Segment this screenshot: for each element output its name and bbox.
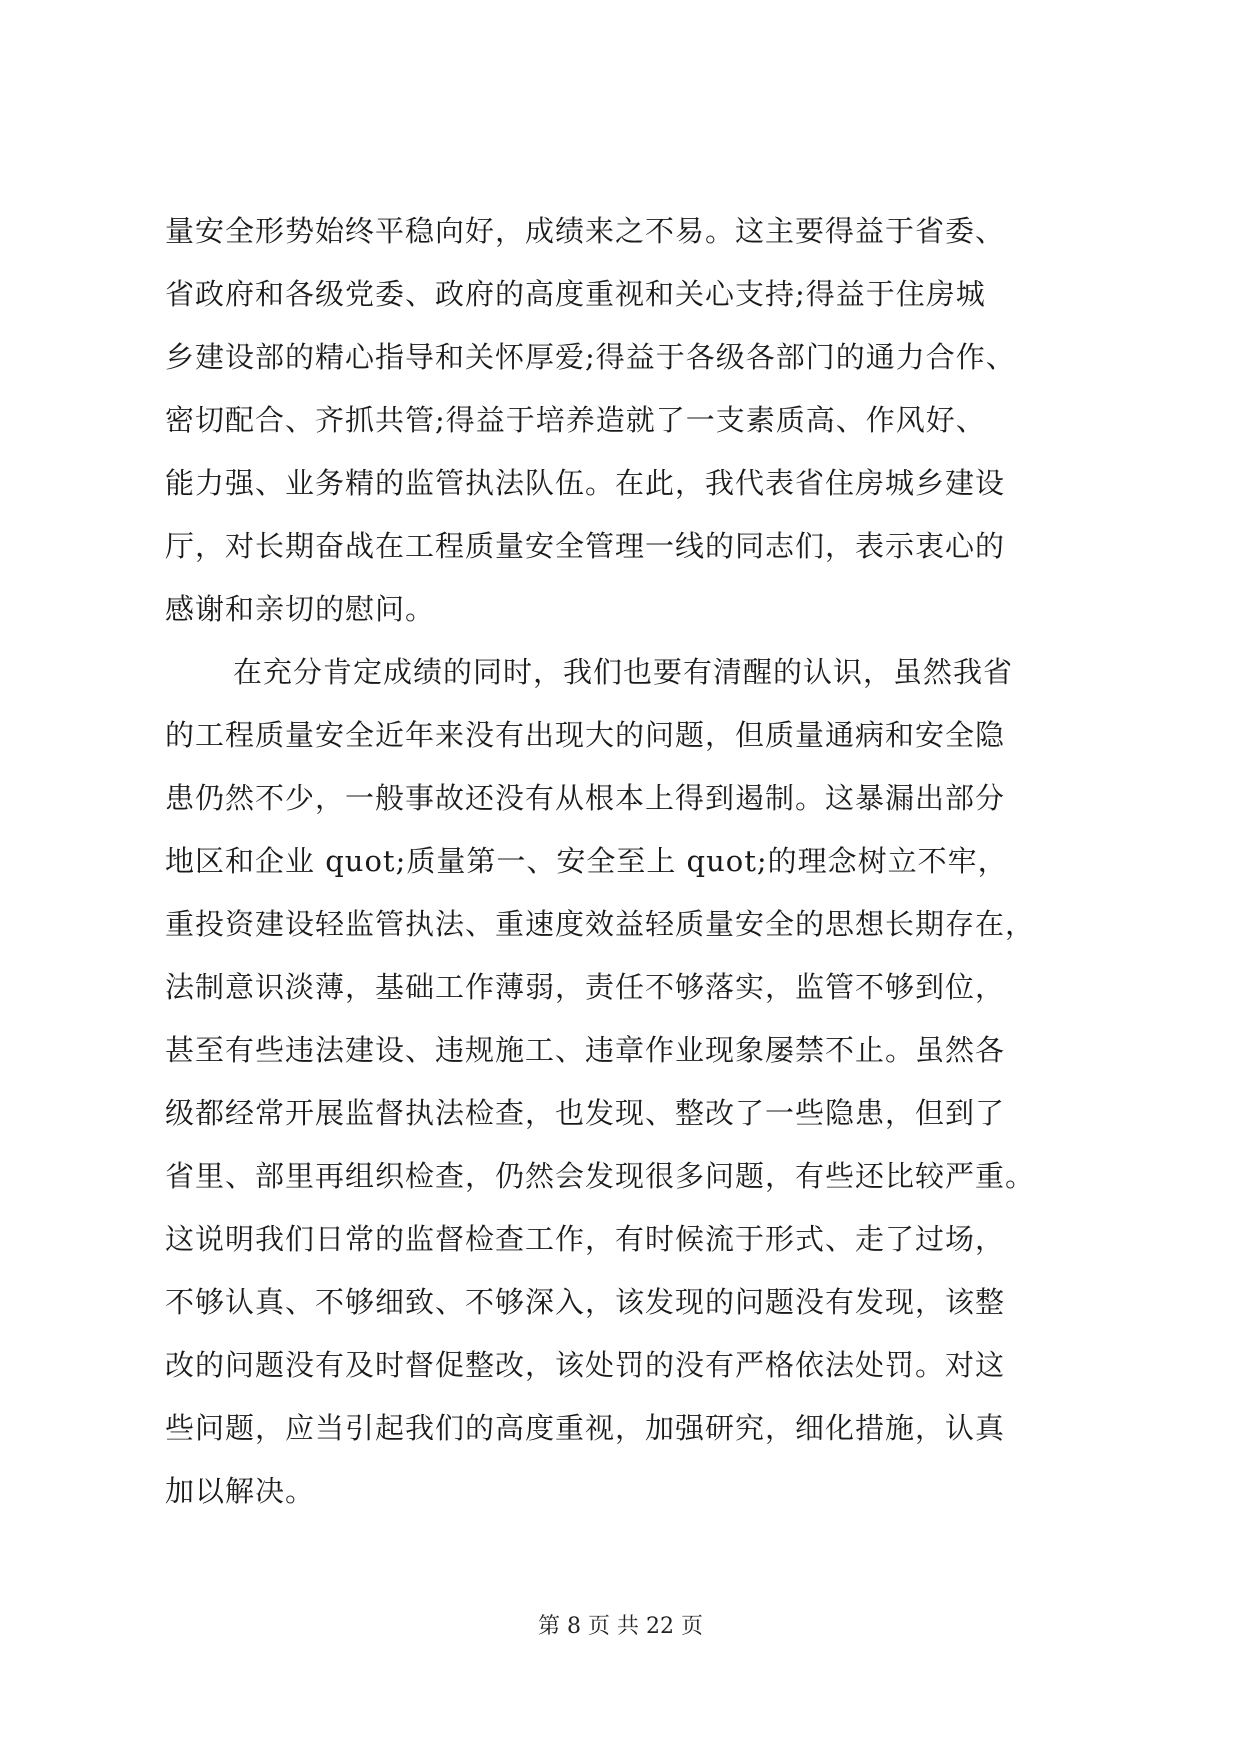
text-line: 这说明我们日常的监督检查工作，有时候流于形式、走了过场， [165, 1222, 1006, 1256]
text-line: 甚至有些违法建设、违规施工、违章作业现象屡禁不止。虽然各 [165, 1033, 1006, 1067]
text-line: 重投资建设轻监管执法、重速度效益轻质量安全的思想长期存在， [165, 907, 1036, 941]
paragraph-first-line: 在充分肯定成绩的同时，我们也要有清醒的认识，虽然我省 [233, 655, 1014, 689]
text-line: 乡建设部的精心指导和关怀厚爱;得益于各级各部门的通力合作、 [165, 340, 1016, 374]
text-line: 密切配合、齐抓共管;得益于培养造就了一支素质高、作风好、 [165, 403, 986, 437]
text-line: 加以解决。 [165, 1474, 316, 1508]
text-line: 能力强、业务精的监管执法队伍。在此，我代表省住房城乡建设 [165, 466, 1006, 500]
text-line: 地区和企业 quot;质量第一、安全至上 quot;的理念树立不牢， [165, 844, 1008, 878]
text-line: 感谢和亲切的慰问。 [165, 592, 436, 626]
text-line: 量安全形势始终平稳向好，成绩来之不易。这主要得益于省委、 [165, 214, 1006, 248]
text-line: 改的问题没有及时督促整改，该处罚的没有严格依法处罚。对这 [165, 1348, 1006, 1382]
text-line: 不够认真、不够细致、不够深入，该发现的问题没有发现，该整 [165, 1285, 1006, 1319]
text-line: 厅，对长期奋战在工程质量安全管理一线的同志们，表示衷心的 [165, 529, 1006, 563]
text-line: 法制意识淡薄，基础工作薄弱，责任不够落实，监管不够到位， [165, 970, 1006, 1004]
text-line: 些问题，应当引起我们的高度重视，加强研究，细化措施，认真 [165, 1411, 1006, 1445]
text-line: 的工程质量安全近年来没有出现大的问题，但质量通病和安全隐 [165, 718, 1006, 752]
text-line: 省里、部里再组织检查，仍然会发现很多问题，有些还比较严重。 [165, 1159, 1036, 1193]
text-line: 级都经常开展监督执法检查，也发现、整改了一些隐患，但到了 [165, 1096, 1006, 1130]
document-body [165, 200, 1095, 1523]
text-line: 患仍然不少，一般事故还没有从根本上得到遏制。这暴漏出部分 [165, 781, 1006, 815]
text-line: 省政府和各级党委、政府的高度重视和关心支持;得益于住房城 [165, 277, 986, 311]
page-number-footer: 第 8 页 共 22 页 [538, 1614, 703, 1639]
